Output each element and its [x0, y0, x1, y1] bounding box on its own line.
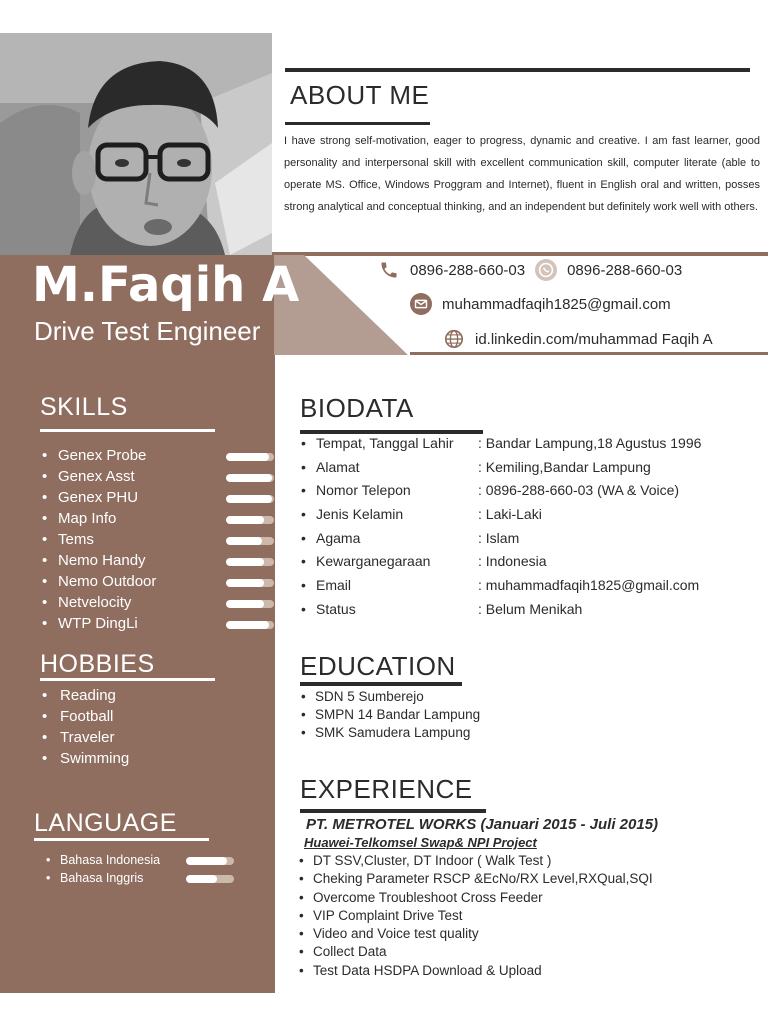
skill-level-fill	[226, 516, 264, 524]
hobbies-list	[40, 687, 240, 771]
biodata-key: Email	[316, 577, 352, 594]
biodata-key: Tempat, Tanggal Lahir	[316, 435, 454, 451]
whatsapp-icon	[535, 259, 557, 281]
contact-email-row	[410, 293, 671, 315]
skill-level-fill	[226, 579, 264, 587]
biodata-list	[300, 435, 701, 625]
education-item: • SDN 5 Sumberejo	[300, 689, 480, 707]
skill-level-bar	[226, 537, 274, 545]
biodata-value: : Indonesia	[478, 553, 547, 570]
about-underline	[285, 122, 430, 125]
skill-label: Netvelocity	[58, 594, 132, 611]
biodata-key: Status	[316, 600, 356, 617]
education-item: • SMK Samudera Lampung	[300, 725, 480, 743]
biodata-row	[300, 577, 701, 601]
experience-company: PT. METROTEL WORKS (Januari 2015 - Juli 2015)	[306, 816, 659, 833]
biodata-row	[300, 459, 701, 483]
biodata-value: : Laki-Laki	[478, 506, 542, 523]
education-item: • SMPN 14 Bandar Lampung	[300, 707, 480, 725]
biodata-title: BIODATA	[300, 393, 414, 423]
hobby-item: • Swimming	[40, 750, 240, 771]
globe-icon	[443, 328, 465, 350]
skill-level-fill	[226, 558, 264, 566]
skill-level-bar	[226, 474, 274, 482]
experience-list	[298, 853, 653, 981]
language-label: Bahasa Inggris	[60, 871, 144, 885]
hobby-item: • Traveler	[40, 729, 240, 750]
job-title: Drive Test Engineer	[34, 316, 261, 346]
biodata-key: Agama	[316, 529, 361, 546]
skills-title: SKILLS	[40, 393, 128, 421]
biodata-key: Jenis Kelamin	[316, 506, 404, 523]
skill-label: WTP DingLi	[58, 615, 138, 632]
experience-item: • VIP Complaint Drive Test	[298, 908, 653, 926]
profile-photo	[0, 33, 272, 255]
language-title: LANGUAGE	[34, 809, 177, 837]
experience-item: • Overcome Troubleshoot Cross Feeder	[298, 890, 653, 908]
contact-email[interactable]: muhammadfaqih1825@gmail.com	[442, 295, 671, 313]
experience-item: • Collect Data	[298, 944, 653, 962]
experience-underline	[300, 809, 486, 813]
portrait-illustration	[0, 33, 272, 255]
skill-item	[40, 531, 276, 552]
experience-item: • DT SSV,Cluster, DT Indoor ( Walk Test )	[298, 853, 653, 871]
language-level-fill	[186, 875, 217, 883]
experience-project: Huawei-Telkomsel Swap& NPI Project	[304, 835, 537, 850]
skill-label: Genex Asst	[58, 468, 135, 485]
skill-level-bar	[226, 453, 274, 461]
experience-title: EXPERIENCE	[300, 774, 473, 804]
skill-item	[40, 447, 276, 468]
contact-phone[interactable]: 0896-288-660-03	[410, 261, 526, 279]
biodata-row	[300, 506, 701, 530]
experience-item: • Video and Voice test quality	[298, 926, 653, 944]
about-top-line	[285, 68, 750, 72]
language-level-fill	[186, 857, 227, 865]
skill-item	[40, 468, 276, 489]
skill-label: Nemo Outdoor	[58, 573, 157, 590]
skill-level-fill	[226, 621, 269, 629]
mail-icon	[410, 293, 432, 315]
skill-level-fill	[226, 453, 269, 461]
skill-level-bar	[226, 600, 274, 608]
skill-level-bar	[226, 621, 274, 629]
skill-item	[40, 510, 276, 531]
contact-phone-row	[378, 259, 682, 281]
biodata-row	[300, 482, 701, 506]
band-bottom-line	[410, 352, 768, 355]
biodata-value: : Belum Menikah	[478, 600, 583, 617]
hobby-item: • Reading	[40, 687, 240, 708]
hobbies-underline	[40, 678, 215, 681]
skill-label: Genex Probe	[58, 447, 147, 464]
hobbies-title: HOBBIES	[40, 650, 155, 678]
skill-label: Map Info	[58, 510, 117, 527]
language-underline	[34, 838, 209, 841]
about-text: I have strong self-motivation, eager to progress, dynamic and creative. I am fast learner, good personality and interpersonal skill with excellent communication skill, computer literate (able to operate MS. Office, Windows Proggram and Internet), fluent in English oral and written, posses strong analytical and conceptual thinking, and an independent but definitely work well with others.	[284, 135, 760, 213]
contact-linkedin-row	[443, 328, 713, 350]
skill-label: Genex PHU	[58, 489, 139, 506]
skill-level-bar	[226, 516, 274, 524]
biodata-underline	[300, 430, 483, 434]
experience-item: • Cheking Parameter RSCP &EcNo/RX Level,RXQual,SQI	[298, 871, 653, 889]
language-item	[44, 853, 244, 871]
skills-list	[40, 447, 276, 636]
language-list	[44, 853, 244, 889]
biodata-key: Alamat	[316, 458, 360, 475]
experience-item: • Test Data HSDPA Download & Upload	[298, 963, 653, 981]
biodata-key: Kewarganegaraan	[316, 553, 431, 570]
skill-item	[40, 573, 276, 594]
contact-linkedin[interactable]: id.linkedin.com/muhammad Faqih A	[475, 330, 713, 348]
skill-level-fill	[226, 474, 272, 482]
language-label: Bahasa Indonesia	[60, 853, 161, 867]
skill-item	[40, 552, 276, 573]
education-underline	[300, 682, 462, 686]
language-level-bar	[186, 857, 234, 865]
biodata-value: : Kemiling,Bandar Lampung	[478, 458, 651, 475]
language-level-bar	[186, 875, 234, 883]
skill-item	[40, 489, 276, 510]
skill-level-fill	[226, 495, 272, 503]
skill-label: Nemo Handy	[58, 552, 146, 569]
phone-icon	[378, 259, 400, 281]
contact-whatsapp[interactable]: 0896-288-660-03	[567, 261, 683, 279]
biodata-row	[300, 530, 701, 554]
biodata-value: : Bandar Lampung,18 Agustus 1996	[478, 435, 702, 451]
skills-underline	[40, 429, 215, 432]
skill-item	[40, 615, 276, 636]
biodata-key: Nomor Telepon	[316, 482, 411, 499]
skill-level-fill	[226, 537, 262, 545]
skill-level-bar	[226, 558, 274, 566]
skill-level-bar	[226, 579, 274, 587]
biodata-value: : Islam	[478, 529, 520, 546]
biodata-row	[300, 601, 701, 625]
education-title: EDUCATION	[300, 651, 456, 681]
biodata-value: : 0896-288-660-03 (WA & Voice)	[478, 482, 680, 499]
hobby-item: • Football	[40, 708, 240, 729]
language-item	[44, 871, 244, 889]
education-list	[300, 689, 480, 743]
skill-level-bar	[226, 495, 274, 503]
biodata-row	[300, 435, 701, 459]
person-name: M.Faqih A	[32, 257, 300, 313]
biodata-row	[300, 553, 701, 577]
about-title: ABOUT ME	[290, 80, 430, 110]
skill-label: Tems	[58, 531, 94, 548]
skill-item	[40, 594, 276, 615]
skill-level-fill	[226, 600, 264, 608]
biodata-value: : muhammadfaqih1825@gmail.com	[478, 577, 700, 594]
